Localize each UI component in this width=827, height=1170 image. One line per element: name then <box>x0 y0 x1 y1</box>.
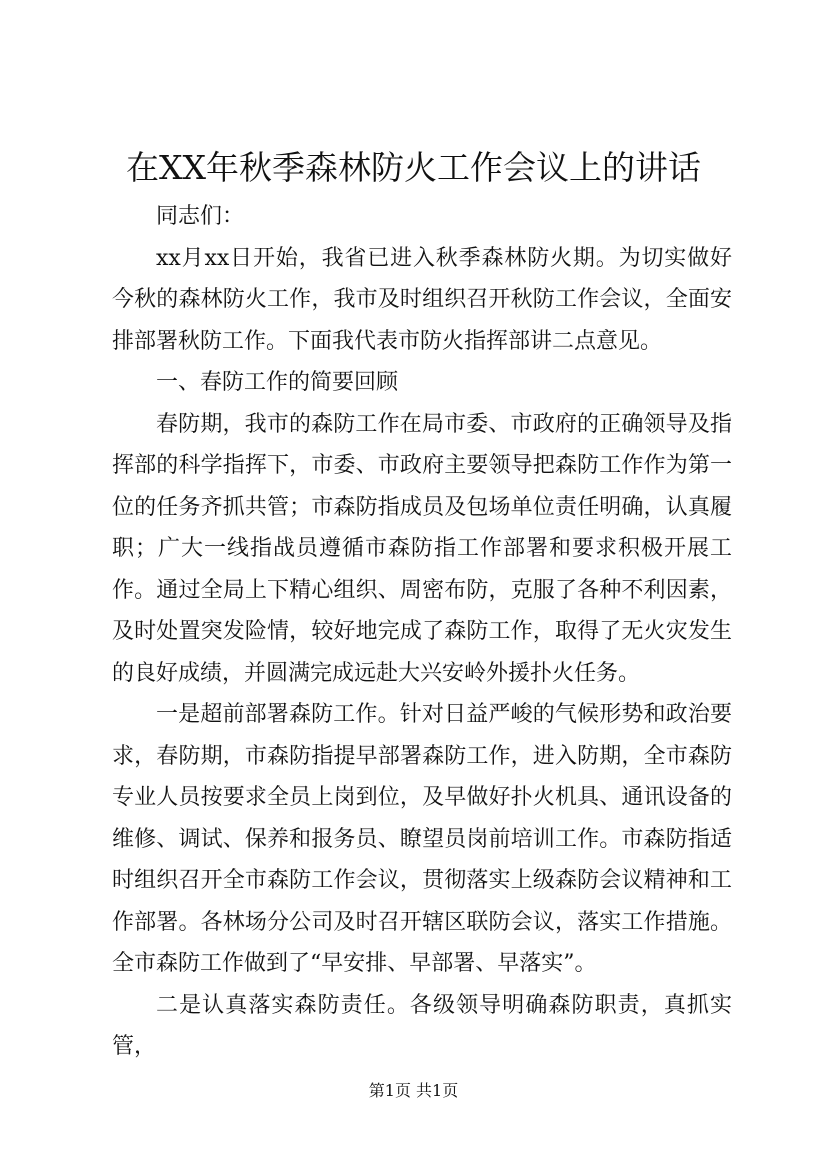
document-body <box>112 196 732 1068</box>
salutation: 同志们： <box>156 204 245 229</box>
section-heading-1: 一、春防工作的简要回顾 <box>156 370 399 395</box>
document-title: 在XX年秋季森林防火工作会议上的讲话 <box>126 148 701 187</box>
page-number: 第1页 共1页 <box>368 1081 459 1100</box>
paragraph-intro: xx月xx日开始，我省已进入秋季森林防火期。为切实做好今秋的森林防火工作，我市及时组织召开秋防工作会议，全面安排部署秋防工作。下面我代表市防火指挥部讲二点意见。 <box>112 245 732 354</box>
paragraph-point-2: 二是认真落实森防责任。各级领导明确森防职责，真抓实管， <box>112 992 732 1059</box>
paragraph-spring-review: 春防期，我市的森防工作在局市委、市政府的正确领导及指挥部的科学指挥下，市委、市政府主要领导把森防工作作为第一位的任务齐抓共管；市森防指成员及包场单位责任明确，认真履职；广大一线指战员遵循市森防指工作部署和要求积极开展工作。通过全局上下精心组织、周密布防，克服了各种不利因素，及时处置突发险情，较好地完成了森防工作，取得了无火灾发生的良好成绩，并圆满完成远赴大兴安岭外援扑火任务。 <box>112 411 732 686</box>
paragraph-point-1: 一是超前部署森防工作。针对日益严峻的气候形势和政治要求，春防期，市森防指提早部署森防工作，进入防期，全市森防专业人员按要求全员上岗到位，及早做好扑火机具、通讯设备的维修、调试、保养和报务员、瞭望员岗前培训工作。市森防指适时组织召开全市森防工作会议，贯彻落实上级森防会议精神和工作部署。各林场分公司及时召开辖区联防会议，落实工作措施。全市森防工作做到了“早安排、早部署、早落实”。 <box>112 702 732 976</box>
